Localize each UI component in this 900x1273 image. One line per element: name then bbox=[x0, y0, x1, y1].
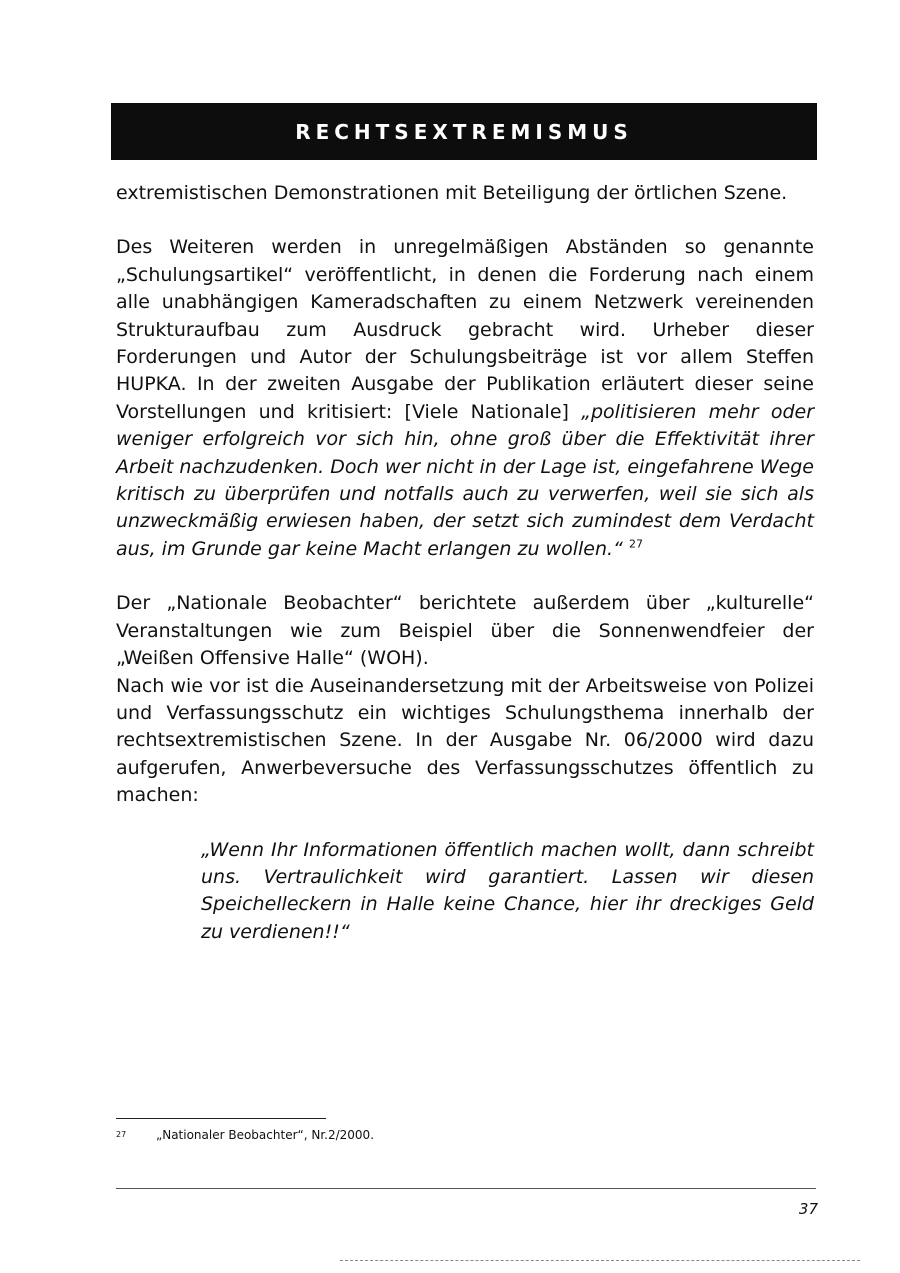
italic-quote: „politisieren mehr oder weniger erfolgreich vor sich hin, ohne groß über die Effektivität ihrer Arbeit nachzudenken. Doch wer nicht in der Lage ist, eingefahrene Wege kritisch zu überprüfen und notfalls auch zu verwerfen, weil sie sich als unzweckmäßig erwiesen haben, der setzt sich zumindest dem Verdacht aus, im Grunde gar keine Macht erlangen zu wollen.“ bbox=[116, 400, 815, 560]
block-quote: „Wenn Ihr Informationen öffentlich machen wollt, dann schreibt uns. Vertraulichkeit wird garantiert. Lassen wir diesen Speichelleckern in Halle keine Chance, hier ihr dreckiges Geld zu verdienen!!“ bbox=[201, 838, 814, 943]
page-body bbox=[116, 180, 814, 946]
paragraph-beobachter: Der „Nationale Beobachter“ berichtete außerdem über „kulturelle“ Veranstaltungen wie zum Beispiel über die Sonnenwendfeier der „Weißen Offensive Halle“ (WOH). bbox=[116, 592, 814, 670]
bottom-divider bbox=[116, 1188, 816, 1189]
section-header-bar bbox=[111, 103, 817, 160]
paragraph-schulungsartikel bbox=[116, 234, 814, 563]
section-title: RECHTSEXTREMISMUS bbox=[295, 119, 633, 144]
footnote bbox=[116, 1127, 716, 1143]
paragraph-text: Des Weiteren werden in unregelmäßigen Abständen so genannte „Schulungsartikel“ veröffentlicht, in denen die Forderung nach einem alle unabhängigen Kameradschaften zu einem Netzwerk vereinenden Strukturaufbau zum Ausdruck gebracht wird. Urheber dieser Forderungen und Autor der Schulungsbeiträge ist vor allem Steffen HUPKA. In der zweiten Ausgabe der Publikation erläutert dieser seine Vorstellungen und kritisiert: [Viele Nationale] bbox=[116, 236, 814, 423]
footnote-reference: 27 bbox=[628, 537, 643, 551]
paragraph-intro: extremistischen Demonstrationen mit Beteiligung der örtlichen Szene. bbox=[116, 182, 788, 204]
footnote-text: „Nationaler Beobachter“, Nr.2/2000. bbox=[156, 1128, 375, 1142]
page-number: 37 bbox=[798, 1200, 818, 1218]
scan-edge-line bbox=[340, 1260, 860, 1261]
footnote-divider bbox=[116, 1118, 326, 1119]
footnote-number: 27 bbox=[116, 1130, 127, 1139]
paragraph-verfassungsschutz: Nach wie vor ist die Auseinandersetzung mit der Arbeitsweise von Polizei und Verfassungsschutz ein wichtiges Schulungsthema innerhalb der rechtsextremistischen Szene. In der Ausgabe Nr. 06/2000 wird dazu aufgerufen, Anwerbeversuche des Verfassungsschutzes öffentlich zu machen: bbox=[116, 674, 814, 807]
